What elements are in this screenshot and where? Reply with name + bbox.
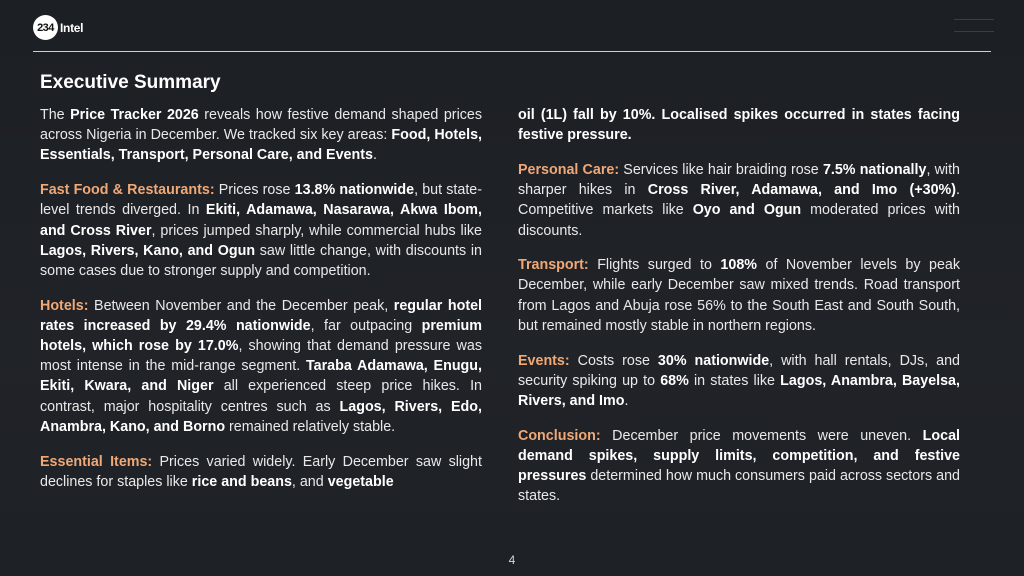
conclusion-paragraph: Conclusion: December price movements were uneven. Local demand spikes, supply limits, competition, and festive pressures determined how much consumers paid across sectors and states. <box>518 427 960 505</box>
essentials-continuation: oil (1L) fall by 10%. Localised spikes occurred in states facing festive pressure. <box>518 107 960 144</box>
brand-logo <box>33 15 83 40</box>
header-divider <box>33 51 991 52</box>
essentials-paragraph: Essential Items: Prices varied widely. Early December saw slight declines for staples like rice and beans, and vegetable <box>40 453 482 490</box>
logo-wordmark: Intel <box>60 20 84 35</box>
decorative-lines <box>954 19 994 43</box>
page-number: 4 <box>508 553 516 567</box>
logo-badge: 234 <box>33 15 58 40</box>
hotels-paragraph: Hotels: Between November and the December peak, regular hotel rates increased by 29.4% nationwide, far outpacing premium hotels, which rose by 17.0%, showing that demand pressure was most intense in the mid-range segment. Taraba Adamawa, Enugu, Ekiti, Kwara, and Niger all experienced steep price hikes. In contrast, major hospitality centres such as Lagos, Rivers, Edo, Anambra, Kano, and Borno remained relatively stable. <box>40 297 482 435</box>
left-column <box>40 105 482 506</box>
personal-care-paragraph: Personal Care: Services like hair braiding rose 7.5% nationally, with sharper hikes in Cross River, Adamawa, and Imo (+30%). Competitive markets like Oyo and Ogun moderated prices with discounts. <box>518 161 961 239</box>
intro-paragraph: The Price Tracker 2026 reveals how festive demand shaped prices across Nigeria in December. We tracked six key areas: Food, Hotels, Essentials, Transport, Personal Care, and Events. <box>40 107 483 164</box>
transport-heading: Transport: <box>518 257 589 274</box>
events-heading: Events: <box>518 352 570 369</box>
hotels-heading: Hotels: <box>40 297 89 314</box>
fastfood-paragraph: Fast Food & Restaurants: Prices rose 13.8% nationwide, but state-level trends diverged. In Ekiti, Adamawa, Nasarawa, Akwa Ibom, and Cross River, prices jumped sharply, while commercial hubs like Lagos, Rivers, Kano, and Ogun saw little change, with discounts in some cases due to stronger supply and competition. <box>40 182 483 279</box>
events-paragraph: Events: Costs rose 30% nationwide, with hall rentals, DJs, and security spiking up to 68% in states like Lagos, Anambra, Bayelsa, Rivers, and Imo. <box>518 352 960 409</box>
right-column <box>518 105 960 521</box>
fastfood-heading: Fast Food & Restaurants: <box>40 182 215 199</box>
page-title: Executive Summary <box>40 72 221 93</box>
personal-care-heading: Personal Care: <box>518 161 620 178</box>
conclusion-heading: Conclusion: <box>518 427 601 444</box>
transport-paragraph: Transport: Flights surged to 108% of November levels by peak December, while early December saw mixed trends. Road transport from Lagos and Abuja rose 56% to the South East and South South, but remained mostly stable in northern regions. <box>518 257 960 334</box>
essentials-heading: Essential Items: <box>40 453 153 470</box>
